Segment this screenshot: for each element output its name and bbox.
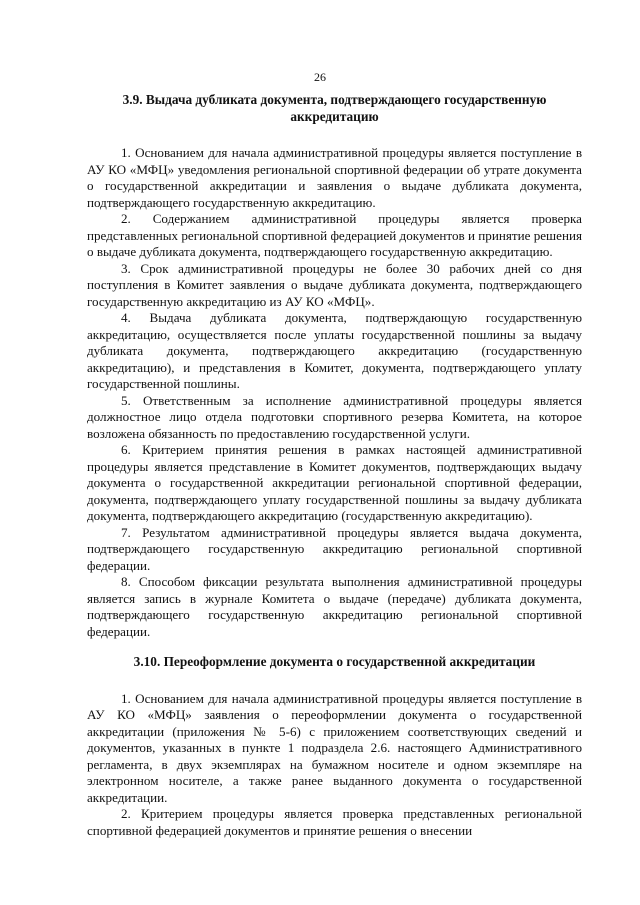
paragraph: 8. Способом фиксации результата выполнения административной процедуры является запись в журнале Комитета о выдаче (передаче) дубликата документа, подтверждающего государственную аккредитацию региональной спортивной федерации. bbox=[87, 574, 582, 639]
document-body bbox=[87, 92, 582, 839]
paragraph: 6. Критерием принятия решения в рамках настоящей административной процедуры является представление в Комитет документов, подтверждающих выдачу документа о государственной аккредитации региональной спортивной федерации, документа, подтверждающего уплату государственной пошлины за выдачу дубликата документа, подтверждающего аккредитацию (государственную аккредитацию). bbox=[87, 442, 582, 523]
page-number: 26 bbox=[314, 70, 326, 84]
paragraph: 5. Ответственным за исполнение административной процедуры является должностное лицо отдела подготовки спортивного резерва Комитета, на которое возложена обязанность по предоставлению государственной услуги. bbox=[87, 392, 582, 441]
section-3-9 bbox=[87, 92, 582, 640]
paragraph: 7. Результатом административной процедуры является выдача документа, подтверждающего государственную аккредитацию региональной спортивной федерации. bbox=[87, 524, 582, 573]
section-3-10 bbox=[87, 654, 582, 839]
paragraph: 1. Основанием для начала административной процедуры является поступление в АУ КО «МФЦ» уведомления региональной спортивной федерации об утрате документа о государственной аккредитации и заявления о выдаче дубликата документа, подтверждающего государственную аккредитацию. bbox=[87, 145, 582, 210]
paragraph: 3. Срок административной процедуры не более 30 рабочих дней со дня поступления в Комитет заявления о выдаче дубликата документа, подтверждающего государственную аккредитацию из АУ КО «МФЦ». bbox=[87, 260, 582, 309]
paragraph: 1. Основанием для начала административной процедуры является поступление в АУ КО «МФЦ» заявления о переоформлении документа о государственной аккредитации (приложения № 5-6) с приложением соответствующих сведений и документов, указанных в пункте 1 подраздела 2.6. настоящего Административного регламента, в двух экземплярах на бумажном носителе и одном экземпляре на электронном носителе, а также ранее выданного документа о государственной аккредитации. bbox=[87, 690, 582, 805]
paragraph: 2. Критерием процедуры является проверка представленных региональной спортивной федерацией документов и принятие решения о внесении bbox=[87, 806, 582, 838]
paragraph: 4. Выдача дубликата документа, подтверждающую государственную аккредитацию, осуществляется после уплаты государственной пошлины за выдачу дубликата документа, подтверждающего аккредитацию (государственную аккредитацию), и представления в Комитет, документа, подтверждающего уплату государственной пошлины. bbox=[87, 310, 582, 391]
paragraph: 2. Содержанием административной процедуры является проверка представленных региональной спортивной федерацией документов и принятие решения о выдаче дубликата документа, подтверждающего государственную аккредитацию. bbox=[87, 211, 582, 259]
section-heading: 3.9. Выдача дубликата документа, подтверждающего государственную аккредитацию bbox=[122, 92, 547, 124]
section-heading: 3.10. Переоформление документа о государственной аккредитации bbox=[133, 654, 536, 669]
